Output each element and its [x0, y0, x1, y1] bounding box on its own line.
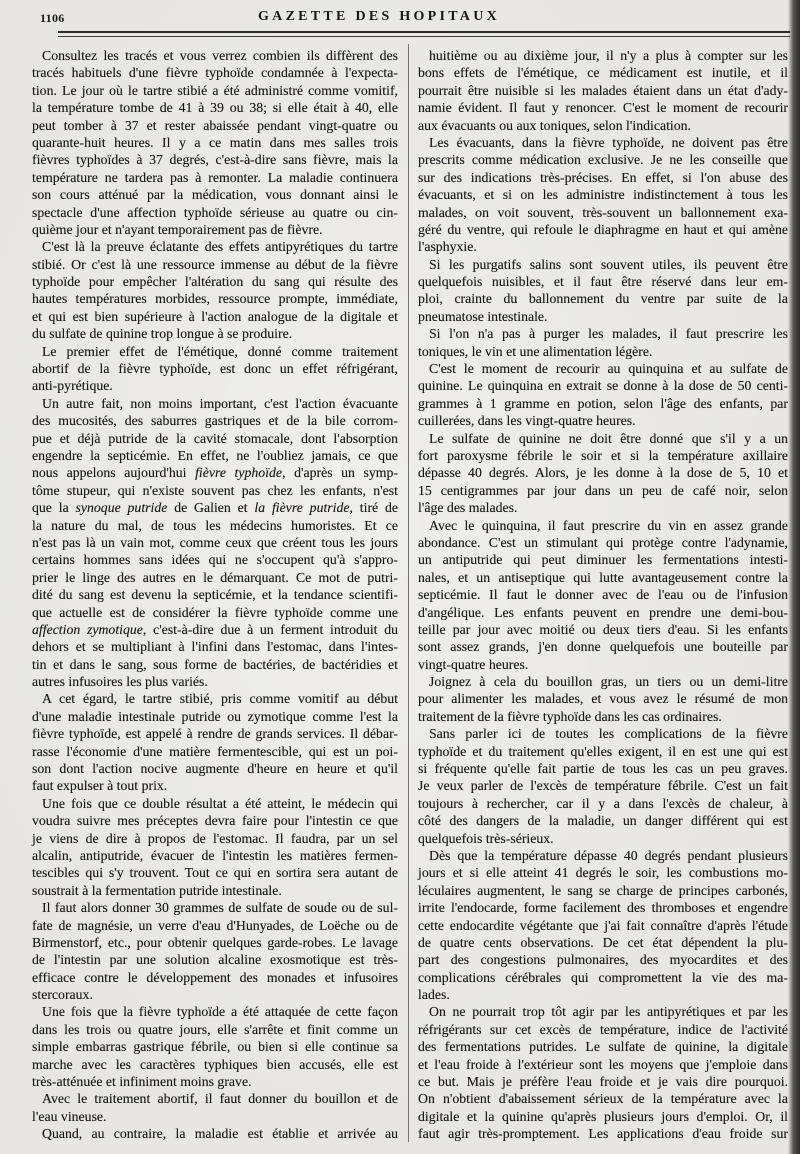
text-run: , d'après un symp- [282, 465, 398, 481]
text-line: typhoïde et du traitement qu'elles exigent, il en est une qui est [418, 743, 788, 759]
text-line: huitième ou au dixième jour, il n'y a plus à compter sur les [429, 48, 788, 63]
text-line: quinine. Le quinquina en extrait se donne à la dose de 50 centi- [418, 378, 788, 394]
text-line: soustrait à la fermentation putride intestinale. [32, 882, 282, 898]
text-line: engendre la septicémie. En effet, ne l'oubliez jamais, ce que [32, 447, 398, 463]
column-divider [408, 44, 409, 1142]
paragraph [418, 847, 788, 1004]
text-line: nales, et un antiseptique qui lutte avantageusement contre la [418, 569, 788, 585]
text-line: toujours à rechercher, car il y a dans l'excès de chaleur, à [418, 795, 788, 811]
text-run: de Galien et [167, 500, 255, 516]
text-line: la nature du mal, de tous les médecins humoristes. Et ce [32, 517, 398, 533]
text-line: sont assez grands, j'en donne quelquefois une bouteille par [418, 639, 788, 655]
text-line: quelquefois nuisibles, et il faut être réservé dans leur em- [418, 274, 788, 290]
text-line: de l'intestin par une solution alcaline exosmotique est très- [32, 952, 398, 968]
text-line: Le sulfate de quinine ne doit être donné que s'il y a un [429, 430, 788, 446]
text-line: namie évident. Il faut y renoncer. C'est le moment de recourir [418, 100, 788, 116]
text-line: Je veux parler de l'excès de température fébrile. C'est un fait [418, 778, 788, 794]
italic-text: fièvre typhoïde [195, 465, 283, 481]
text-line: pourrait être nuisible si les malades étaient dans un état d'ady- [418, 82, 788, 98]
text-line: dans les trois ou quatre jours, elle s'arrête et finit comme un [32, 1021, 398, 1037]
text-line: teille par jour avec moitié ou deux tiers d'eau. Si les enfants [418, 621, 788, 637]
paragraph [32, 1003, 398, 1090]
text-line [32, 499, 398, 516]
text-line: 15 centigrammes par jour dans un peu de café noir, selon [418, 482, 788, 498]
text-line: d'une maladie intestinale putride ou zymotique comme l'est la [32, 708, 398, 724]
text-line: Si les purgatifs salins sont souvent utiles, ils peuvent être [429, 256, 788, 272]
page-number: 1106 [40, 11, 65, 25]
text-line: Sans parler ici de toutes les complications de la fièvre [429, 726, 788, 742]
text-line: faut agir très-promptement. Les applications d'eau froide sur [418, 1126, 788, 1142]
text-line: typhoïde pour empêcher l'altération du sang qui résulte des [32, 274, 398, 290]
text-line: Un autre fait, non moins important, c'est l'action évacuante [42, 395, 398, 411]
text-line: Joignez à cela du bouillon gras, un tiers ou un demi-litre [429, 674, 788, 690]
paragraph [32, 690, 398, 794]
text-line: anti-pyrétique. [32, 378, 113, 394]
text-line: sur des indications très-précises. En effet, si l'on abuse des [418, 169, 788, 185]
text-line: abondance. C'est un stimulant qui protège contre l'adynamie, [418, 534, 788, 550]
text-line: voudra suivre mes préceptes devra faire pour l'intestin ce que [32, 813, 398, 829]
text-line: je viens de dire à propos de l'estomac. Il faudra, par un sel [32, 830, 398, 846]
paragraph [418, 134, 788, 256]
paragraph [418, 1003, 788, 1142]
paragraph [418, 430, 788, 517]
paragraph [418, 673, 788, 725]
paragraph [32, 1125, 398, 1142]
text-line: dehors et se multipliant à l'infini dans l'estomac, dans l'intes- [32, 639, 398, 655]
paragraph [418, 517, 788, 674]
text-line: tion. Le jour où le tartre stibié a été administré comme vomitif, [32, 82, 398, 98]
page-edge-shadow [788, 0, 800, 1154]
text-run: , c'est-à-dire due à un ferment introduit du [142, 621, 398, 637]
paragraph [32, 899, 398, 1003]
paragraph [32, 343, 398, 395]
text-line: si fréquente qu'elle fait partie de tous les cas un peu graves. [418, 761, 788, 777]
text-line: faut expulser à tout prix. [32, 778, 168, 794]
text-line: fort paroxysme fébrile le soir et si la température axillaire [418, 447, 788, 463]
text-line: quième jour et n'ayant temporairement pas de fièvre. [32, 221, 323, 237]
text-line: digitale et la quinine qu'après plusieurs jours d'emploi. Or, il [418, 1108, 788, 1124]
text-line: léculaires augmentent, le sang se charge de principes carbonés, [418, 882, 788, 898]
text-line: Une fois que la fièvre typhoïde a été attaquée de cette façon [42, 1004, 398, 1020]
header-rule-thick [58, 31, 790, 33]
text-line: d'angélique. Les enfants peuvent en prendre une demi-bou- [418, 604, 788, 620]
text-line: n'est pas là un vain mot, comme ceux que créent tous les jours [32, 534, 398, 550]
text-line: marche avec les caractères typhiques bien accusés, elle est [32, 1056, 398, 1072]
text-line: pour alimenter les malades, et vous avez le résumé de mon [418, 691, 788, 707]
right-column [418, 47, 788, 1143]
text-line: pneumatose intestinale. [418, 308, 548, 324]
text-line: des mucosités, des saburres gastriques et de la bile corrom- [32, 413, 398, 429]
text-line: traitement de la fièvre typhoïde dans les cas ordinaires. [418, 708, 722, 724]
text-line: dépasse 40 degrés. Alors, je les donne à la dose de 5, 10 et [418, 465, 788, 481]
text-line: malades, on voit souvent, très-souvent un ballonnement exa- [418, 204, 788, 220]
text-line: certains hommes sans idées qui ne s'occupent qu'à s'appro- [32, 552, 398, 568]
text-line: température ne tardera pas à remonter. La maladie continuera [32, 169, 398, 185]
text-line: Le premier effet de l'émétique, donné comme traitement [42, 343, 398, 359]
text-line: alcalin, antiputride, évacuer de l'intestin les matières fermen- [32, 847, 398, 863]
paragraph [418, 325, 788, 360]
text-line: du sulfate de quinine trop longue à se produire. [32, 326, 293, 342]
text-line [32, 621, 398, 638]
text-line: prescrits comme médication exclusive. Je ne les conseille que [418, 152, 788, 168]
text-line: tracés habituels d'une fièvre typhoïde condamnée à l'expecta- [32, 65, 398, 81]
text-run: que la [32, 500, 76, 516]
text-line: évacuants, et si on les administre indistinctement à tous les [418, 187, 788, 203]
text-line: complications cérébrales qui compromettent la vie des ma- [418, 969, 788, 985]
text-line: et qui est bien supérieure à l'action analogue de la digitale et [32, 308, 398, 324]
text-line: stibié. Or c'est là une ressource immense au début de la fièvre [32, 256, 398, 272]
paragraph [418, 360, 788, 430]
text-line: tôme stupeur, qui n'existe souvent pas chez les enfants, n'est [32, 482, 398, 498]
italic-text: affection zymotique [32, 621, 143, 637]
text-line: Dès que la température dépasse 40 degrés pendant plusieurs [429, 847, 788, 863]
text-line: Il faut alors donner 30 grammes de sulfate de soude ou de sul- [42, 900, 398, 916]
text-line: rasse l'économie d'une matière fermentescible, qui est un poi- [32, 743, 398, 759]
text-line: réfrigérants sur cet excès de température, indice de l'activité [418, 1021, 788, 1037]
text-line: Quand, au contraire, la maladie est établie et arrivée au [42, 1126, 398, 1142]
text-line: abortif de la fièvre typhoïde, est donc un effet réfrigérant, [32, 361, 398, 377]
text-line: quelquefois très-sérieux. [418, 830, 554, 846]
text-line: ce but. Mais je préfère l'eau froide et je vais dire pourquoi. [418, 1074, 788, 1090]
text-line: dité du sang est devenu la septicémie, et la tendance scientifi- [32, 587, 398, 603]
text-line: ploi, crainte du ballonnement du ventre par suite de la [418, 291, 788, 307]
paragraph [32, 1090, 398, 1125]
text-run: nous appelons aujourd'hui [32, 465, 196, 481]
header-rule-thin [58, 36, 790, 37]
text-line: fièvre typhoïde, est appelé à rendre de grands services. Il débar- [32, 726, 398, 742]
text-line: tin et dans le sang, sous forme de bactéries, de bactéridies et [32, 656, 398, 672]
text-line: irrite l'endocarde, forme facilement des thromboses et engendre [418, 900, 788, 916]
text-line: un antiputride qui peut diminuer les fermentations intesti- [418, 552, 788, 568]
italic-text: la fièvre putride [254, 500, 350, 516]
text-line: quarante-huit heures. Il y a ce matin dans mes salles trois [32, 134, 398, 150]
text-line: stercoraux. [32, 987, 93, 1003]
paragraph [32, 238, 398, 342]
text-line: Avec le quinquina, il faut prescrire du vin en assez grande [429, 517, 788, 533]
text-line: cette endocardite végétante que j'ai fait connaître d'après l'étude [418, 917, 788, 933]
text-line: jours et si elle atteint 41 degrés le soir, les combustions mo- [418, 865, 788, 881]
text-line: son dont l'action nocive augmente d'heure en heure et qu'il [32, 761, 398, 777]
paragraph [32, 795, 398, 899]
text-line: cuillerées, dans les vingt-quatre heures. [418, 413, 636, 429]
text-line: simple embarras gastrique fébrile, ou bien si elle continue sa [32, 1039, 398, 1055]
text-line: C'est le moment de recourir au quinquina et au sulfate de [429, 361, 788, 377]
text-line: Une fois que ce double résultat a été atteint, le médecin qui [42, 795, 398, 811]
text-line: lades. [418, 987, 450, 1003]
text-line: pue et déjà putride de la cavité stomacale, dont l'absorption [32, 430, 398, 446]
text-line: autres infusoires les plus variés. [32, 674, 208, 690]
paragraph [32, 395, 398, 691]
text-line: peut tomber à 37 et rester abaissée pendant vingt-quatre ou [32, 117, 398, 133]
text-line: Birmenstorf, etc., pour obtenir quelques garde-robes. Le lavage [32, 934, 398, 950]
text-line: toniques, le vin et une alimentation légère. [418, 343, 653, 359]
text-line: la température tombe de 41 à 39 ou 38; si elle était à 40, elle [32, 100, 398, 116]
text-line: bons effets de l'émétique, ce médicament est inutile, et il [418, 65, 788, 81]
text-line: géré du ventre, qui refoule le diaphragme en haut et qui amène [418, 221, 788, 237]
text-line: spectacle d'une affection typhoïde sérieuse au quatre ou cin- [32, 204, 398, 220]
text-line: côté des dangers de la maladie, un danger différent qui est [418, 813, 788, 829]
text-line: de quatre cents observations. De cet état dépendent la plu- [418, 934, 788, 950]
text-line: l'âge des malades. [418, 500, 518, 516]
text-run: , tiré de [349, 500, 399, 516]
text-line: septicémie. Il faut le donner avec de l'eau ou de l'infusion [418, 587, 788, 603]
paragraph [418, 256, 788, 326]
text-line: On ne pourrait trop tôt agir par les antipyrétiques et par les [429, 1004, 788, 1020]
text-line: Consultez les tracés et vous verrez combien ils diffèrent des [42, 48, 398, 63]
text-line: des fermentations putrides. Le sulfate de quinine, la digitale [418, 1039, 788, 1055]
paragraph [32, 47, 398, 238]
text-line: vingt-quatre heures. [418, 656, 529, 672]
text-line: fièvres typhoïdes à 37 degrés, c'est-à-dire sans fièvre, mais la [32, 152, 398, 168]
left-column [32, 47, 398, 1143]
text-line: grammes à 1 gramme en potion, selon l'âge des enfants, par [418, 395, 788, 411]
text-line: tescibles qui s'y trouvent. Tout ce qui en sortira sera autant de [32, 865, 398, 881]
text-line: fate de magnésie, un verre d'eau d'Hunyades, de Loëche ou de [32, 917, 398, 933]
text-line: aux évacuants ou aux toniques, selon l'indication. [418, 117, 691, 133]
text-line: l'asphyxie. [418, 239, 477, 255]
text-line: prier le linge des autres en le démarquant. Ce mot de putri- [32, 569, 398, 585]
paragraph [418, 47, 788, 134]
text-line: On n'obtient d'abaissement sérieux de la température avec la [418, 1091, 788, 1107]
paragraph [418, 725, 788, 847]
text-line: Les évacuants, dans la fièvre typhoïde, ne doivent pas être [429, 134, 788, 150]
text-line [32, 464, 398, 481]
italic-text: synoque putride [75, 500, 168, 516]
text-line: son cours atténué par la médication, vous donnant ainsi le [32, 187, 398, 203]
text-line: part des congestions pulmonaires, des myocardites et des [418, 952, 788, 968]
text-line: hautes températures morbides, ressource prompte, immédiate, [32, 291, 398, 307]
text-line: Si l'on n'a pas à purger les malades, il faut prescrire les [429, 326, 788, 342]
text-line: très-atténuée et infiniment moins grave. [32, 1074, 252, 1090]
text-line: et l'eau froide à l'extérieur sont les moyens que j'emploie dans [418, 1056, 788, 1072]
text-line: Avec le traitement abortif, il faut donner du bouillon et de [42, 1091, 398, 1107]
text-line: efficace contre le développement des monades et infusoires [32, 969, 398, 985]
text-line: A cet égard, le tartre stibié, pris comme vomitif au début [42, 691, 398, 707]
text-line: C'est là la preuve éclatante des effets antipyrétiques du tartre [42, 239, 398, 255]
text-line: que actuelle est de considérer la fièvre typhoïde comme une [32, 604, 398, 620]
text-line: l'eau vineuse. [32, 1108, 107, 1124]
journal-title: GAZETTE DES HOPITAUX [258, 9, 500, 24]
